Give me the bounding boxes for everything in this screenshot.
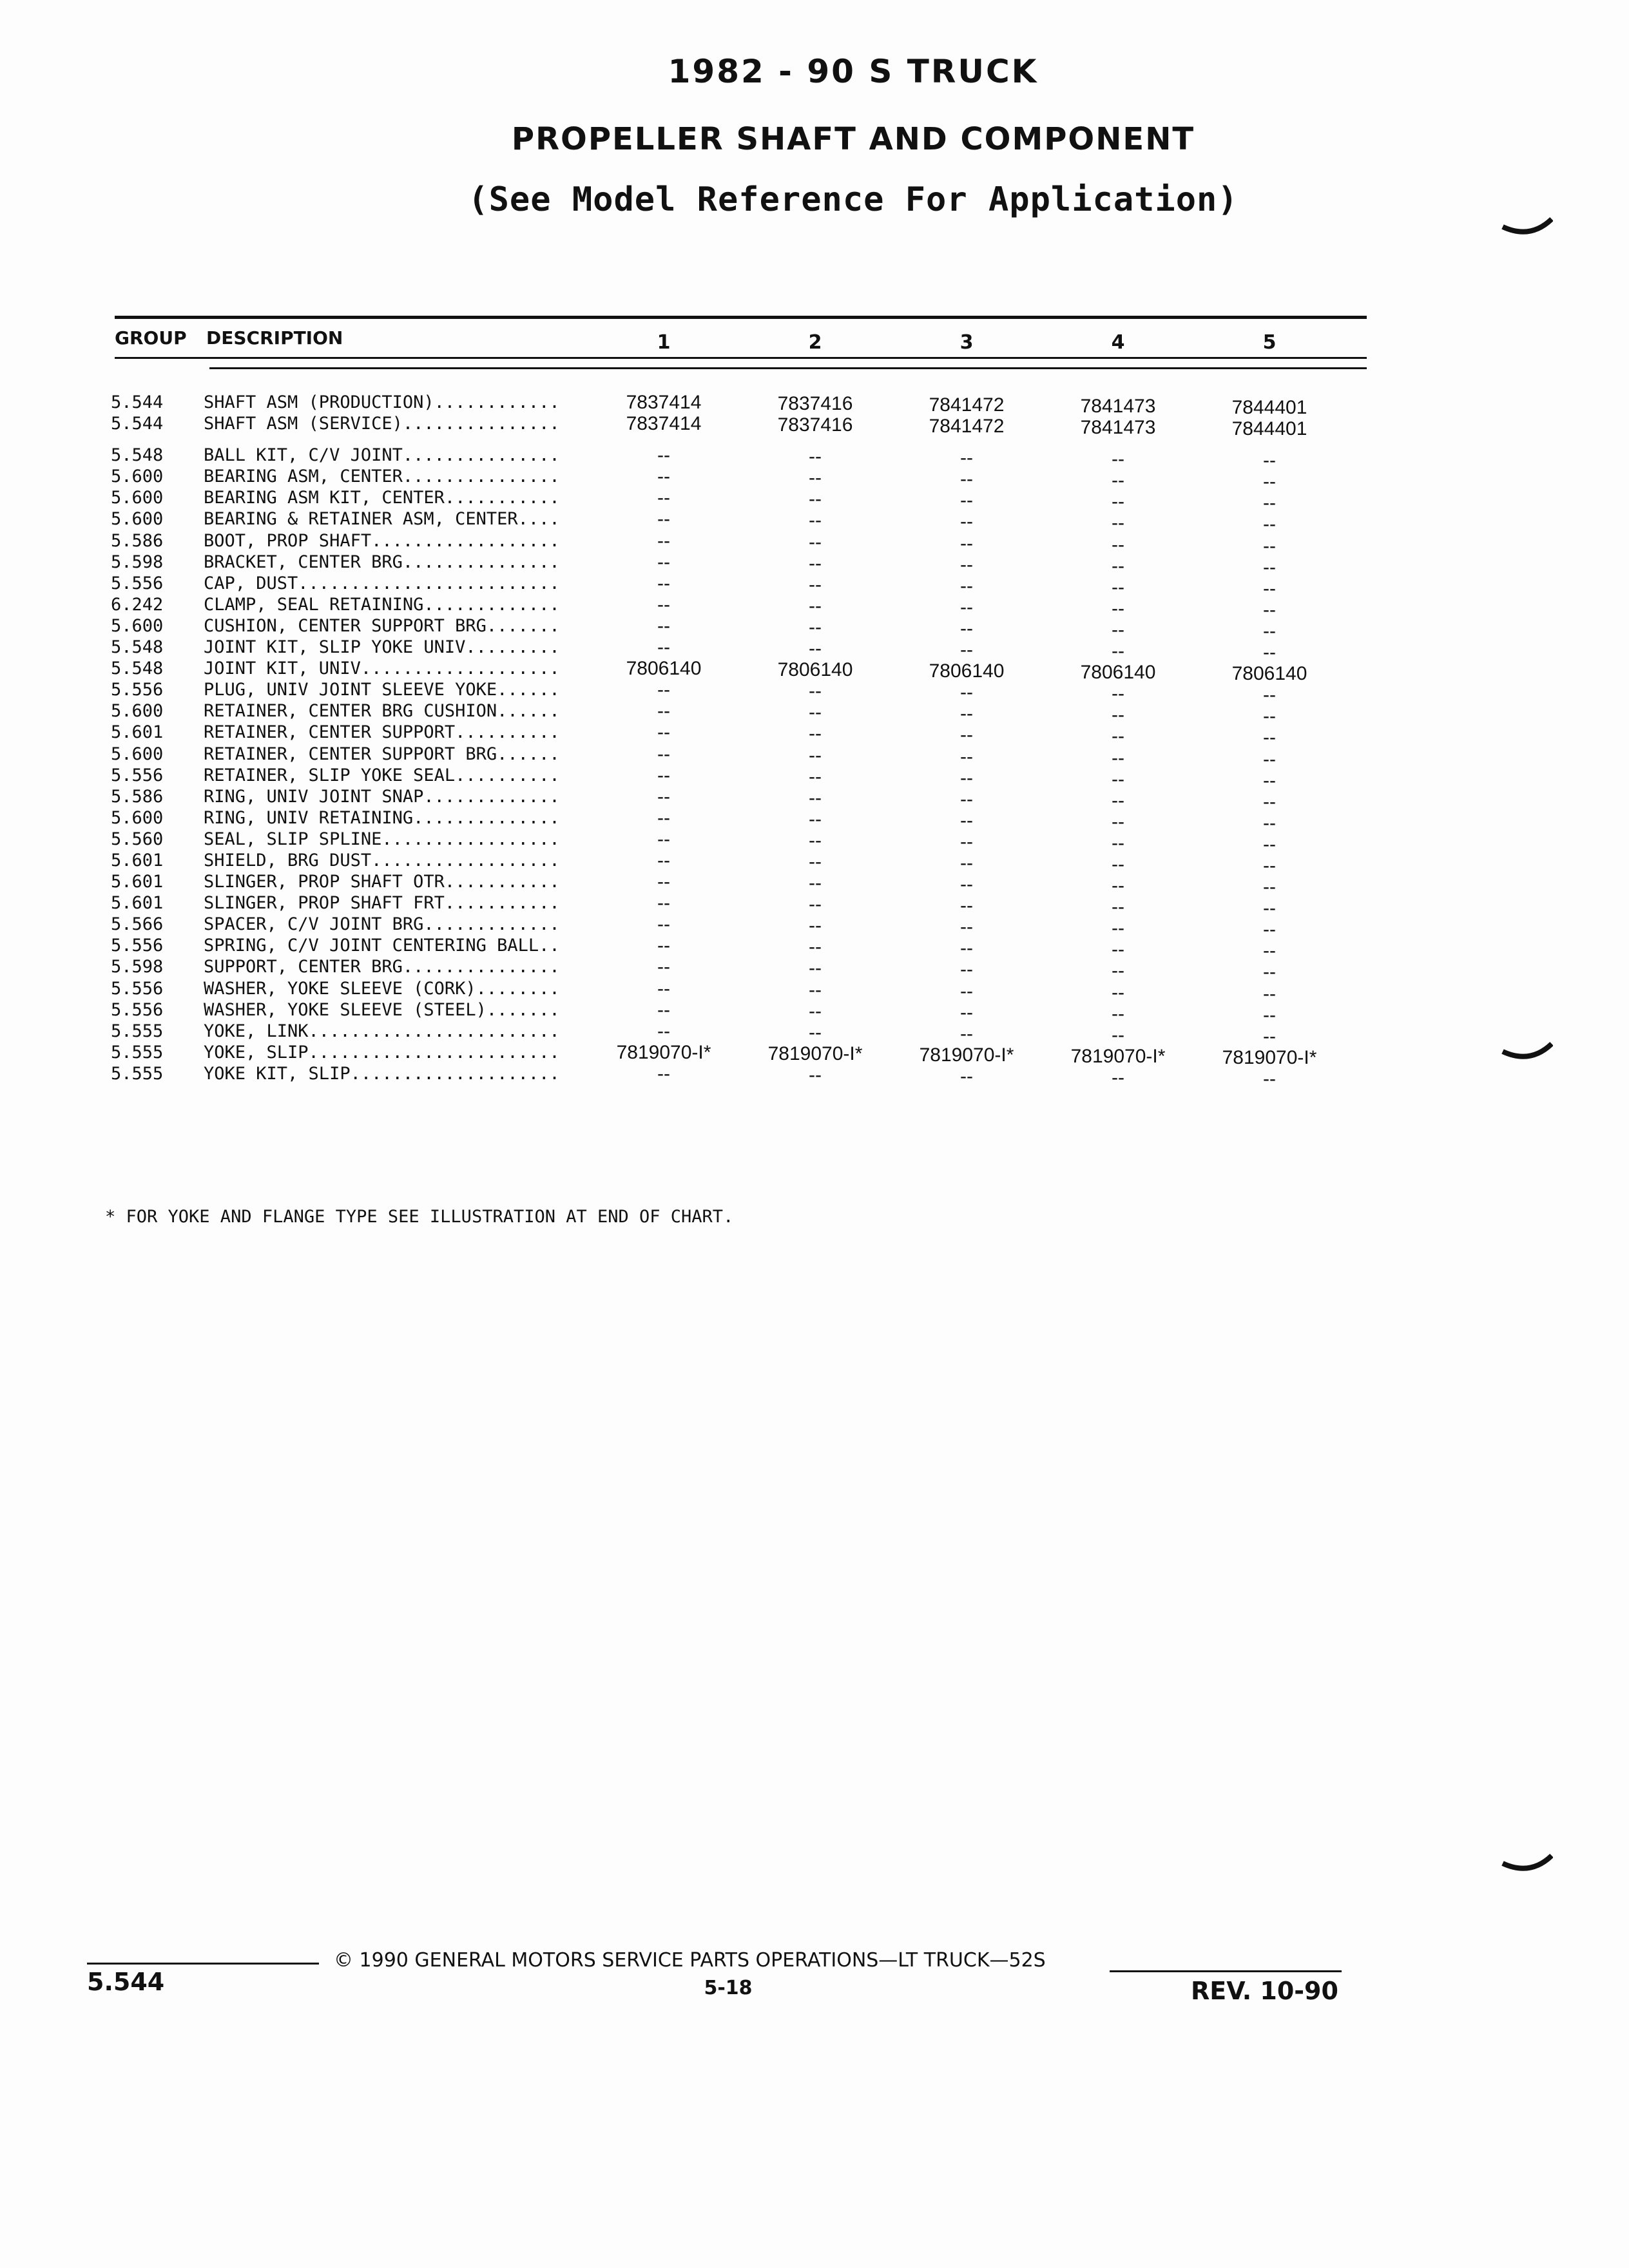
table-row xyxy=(0,743,1629,770)
row-part-number-col-5: -- xyxy=(1263,450,1276,472)
row-part-number-col-5: 7844401 xyxy=(1231,397,1307,418)
row-part-number-col-5: -- xyxy=(1263,940,1276,962)
row-part-number-col-2: -- xyxy=(809,829,822,851)
table-row xyxy=(0,508,1629,535)
row-description: YOKE KIT, SLIP.................... xyxy=(204,1063,560,1084)
row-part-number-col-4: -- xyxy=(1112,533,1124,555)
row-description: WASHER, YOKE SLEEVE (CORK)........ xyxy=(204,978,560,999)
row-part-number-col-1: -- xyxy=(657,956,670,978)
row-description: RETAINER, SLIP YOKE SEAL.......... xyxy=(204,765,560,785)
row-part-number-col-5: -- xyxy=(1263,1004,1276,1026)
row-group-code: 5.544 xyxy=(111,414,164,434)
row-part-number-col-2: -- xyxy=(809,787,822,809)
row-part-number-col-5: -- xyxy=(1263,769,1276,791)
row-group-code: 5.555 xyxy=(111,1042,164,1062)
row-part-number-col-4: -- xyxy=(1112,597,1124,619)
row-part-number-col-1: -- xyxy=(657,637,670,658)
row-description: RETAINER, CENTER SUPPORT BRG...... xyxy=(204,744,560,764)
row-group-code: 5.600 xyxy=(111,744,164,764)
row-group-code: 5.544 xyxy=(111,392,164,412)
row-description: SHAFT ASM (PRODUCTION)............ xyxy=(204,392,560,412)
row-part-number-col-2: -- xyxy=(809,765,822,787)
row-part-number-col-3: -- xyxy=(960,511,973,533)
row-group-code: 5.600 xyxy=(111,615,164,636)
table-header-rule-lower xyxy=(209,367,1367,369)
row-group-code: 6.242 xyxy=(111,594,164,615)
row-part-number-col-2: -- xyxy=(809,552,822,574)
row-group-code: 5.548 xyxy=(111,445,164,466)
row-part-number-col-3: -- xyxy=(960,745,973,767)
row-description: SPRING, C/V JOINT CENTERING BALL.. xyxy=(204,936,560,956)
row-part-number-col-2: -- xyxy=(809,1064,822,1086)
row-part-number-col-1: -- xyxy=(657,572,670,594)
row-part-number-col-3: -- xyxy=(960,1001,973,1023)
column-header-2: 2 xyxy=(808,331,822,354)
row-part-number-col-4: -- xyxy=(1112,555,1124,577)
row-part-number-col-5: -- xyxy=(1263,620,1276,642)
row-part-number-col-5: -- xyxy=(1263,898,1276,919)
row-part-number-col-5: -- xyxy=(1263,727,1276,749)
table-row xyxy=(0,700,1629,727)
row-part-number-col-3: -- xyxy=(960,1065,973,1087)
row-part-number-col-1: -- xyxy=(657,1062,670,1084)
row-part-number-col-5: -- xyxy=(1263,642,1276,664)
row-description: YOKE, LINK........................ xyxy=(204,1021,560,1041)
row-part-number-col-1: -- xyxy=(657,1020,670,1042)
row-group-code: 5.566 xyxy=(111,914,164,935)
row-part-number-col-3: -- xyxy=(960,532,973,554)
row-part-number-col-5: 7806140 xyxy=(1231,663,1307,685)
row-part-number-col-1: -- xyxy=(657,445,670,466)
column-header-description: DESCRIPTION xyxy=(206,327,343,349)
page-subtitle: PROPELLER SHAFT AND COMPONENT xyxy=(511,121,1195,157)
table-row xyxy=(0,572,1629,599)
table-row xyxy=(0,413,1629,440)
row-description: BEARING ASM, CENTER............... xyxy=(204,466,560,487)
row-part-number-col-2: 7837416 xyxy=(777,414,853,436)
row-part-number-col-4: -- xyxy=(1112,747,1124,769)
row-part-number-col-4: -- xyxy=(1112,576,1124,598)
table-row xyxy=(0,956,1629,983)
binder-mark-icon xyxy=(1501,213,1553,238)
row-group-code: 5.598 xyxy=(111,957,164,977)
row-part-number-col-4: 7806140 xyxy=(1080,662,1156,684)
table-row xyxy=(0,530,1629,557)
row-part-number-col-4: 7841473 xyxy=(1080,417,1156,439)
row-part-number-col-4: -- xyxy=(1112,811,1124,832)
application-note: (See Model Reference For Application) xyxy=(468,180,1239,219)
table-row xyxy=(0,828,1629,855)
column-header-1: 1 xyxy=(657,331,671,354)
row-part-number-col-1: -- xyxy=(657,764,670,786)
row-part-number-col-2: -- xyxy=(809,488,822,510)
table-row xyxy=(0,445,1629,472)
row-description: WASHER, YOKE SLEEVE (STEEL)....... xyxy=(204,999,560,1020)
row-part-number-col-3: -- xyxy=(960,468,973,490)
row-group-code: 5.601 xyxy=(111,722,164,743)
row-part-number-col-4: -- xyxy=(1112,875,1124,897)
row-part-number-col-4: -- xyxy=(1112,789,1124,811)
page-title: 1982 - 90 S TRUCK xyxy=(668,53,1039,90)
table-row xyxy=(0,977,1629,1004)
row-part-number-col-2: -- xyxy=(809,744,822,766)
column-header-5: 5 xyxy=(1262,331,1277,354)
row-part-number-col-4: -- xyxy=(1112,512,1124,534)
row-description: BRACKET, CENTER BRG............... xyxy=(204,552,560,572)
row-description: SLINGER, PROP SHAFT OTR........... xyxy=(204,872,560,892)
row-part-number-col-4: -- xyxy=(1112,726,1124,747)
row-part-number-col-2: -- xyxy=(809,872,822,894)
binder-mark-icon xyxy=(1501,1849,1553,1875)
row-part-number-col-1: -- xyxy=(657,487,670,509)
row-part-number-col-4: -- xyxy=(1112,939,1124,961)
row-part-number-col-3: -- xyxy=(960,553,973,575)
row-part-number-col-5: -- xyxy=(1263,748,1276,770)
row-part-number-col-1: -- xyxy=(657,722,670,744)
table-row xyxy=(0,871,1629,898)
row-part-number-col-1: -- xyxy=(657,785,670,807)
row-part-number-col-5: -- xyxy=(1263,876,1276,898)
row-part-number-col-3: -- xyxy=(960,703,973,725)
row-part-number-col-2: 7837416 xyxy=(777,393,853,414)
row-part-number-col-1: -- xyxy=(657,551,670,573)
row-group-code: 5.548 xyxy=(111,658,164,679)
footer-rule-left xyxy=(87,1963,319,1965)
table-row xyxy=(0,593,1629,620)
row-part-number-col-1: -- xyxy=(657,593,670,615)
row-group-code: 5.556 xyxy=(111,999,164,1020)
row-part-number-col-2: -- xyxy=(809,936,822,958)
row-part-number-col-1: -- xyxy=(657,828,670,850)
table-row xyxy=(0,764,1629,791)
row-part-number-col-4: -- xyxy=(1112,832,1124,854)
row-part-number-col-2: -- xyxy=(809,915,822,937)
table-row xyxy=(0,849,1629,876)
row-part-number-col-1: -- xyxy=(657,999,670,1021)
row-part-number-col-5: -- xyxy=(1263,471,1276,493)
row-part-number-col-5: -- xyxy=(1263,514,1276,535)
row-part-number-col-2: -- xyxy=(809,446,822,468)
row-part-number-col-1: -- xyxy=(657,892,670,914)
row-part-number-col-5: -- xyxy=(1263,919,1276,941)
row-part-number-col-2: -- xyxy=(809,616,822,638)
table-row xyxy=(0,487,1629,514)
row-part-number-col-3: -- xyxy=(960,852,973,874)
row-part-number-col-5: -- xyxy=(1263,791,1276,812)
row-part-number-col-5: -- xyxy=(1263,854,1276,876)
row-part-number-col-2: -- xyxy=(809,531,822,553)
row-part-number-col-4: 7819070-I* xyxy=(1070,1045,1166,1067)
row-part-number-col-4: -- xyxy=(1112,619,1124,640)
column-header-4: 4 xyxy=(1111,331,1125,354)
row-description: JOINT KIT, UNIV................... xyxy=(204,658,560,679)
row-group-code: 5.600 xyxy=(111,807,164,828)
row-description: BOOT, PROP SHAFT.................. xyxy=(204,530,560,551)
row-part-number-col-2: -- xyxy=(809,979,822,1001)
table-top-rule xyxy=(115,316,1367,319)
row-description: CAP, DUST......................... xyxy=(204,573,560,593)
row-description: BEARING & RETAINER ASM, CENTER.... xyxy=(204,509,560,530)
row-part-number-col-5: -- xyxy=(1263,1068,1276,1090)
row-part-number-col-2: -- xyxy=(809,702,822,724)
row-part-number-col-4: 7841473 xyxy=(1080,396,1156,417)
column-header-3: 3 xyxy=(959,331,974,354)
row-part-number-col-3: 7819070-I* xyxy=(919,1044,1014,1066)
row-part-number-col-4: -- xyxy=(1112,1003,1124,1024)
row-description: SEAL, SLIP SPLINE................. xyxy=(204,829,560,849)
row-part-number-col-5: -- xyxy=(1263,535,1276,557)
row-part-number-col-1: -- xyxy=(657,935,670,957)
table-row xyxy=(0,392,1629,418)
row-part-number-col-3: 7841472 xyxy=(929,394,1005,416)
row-part-number-col-1: -- xyxy=(657,977,670,999)
table-row xyxy=(0,722,1629,749)
row-part-number-col-4: -- xyxy=(1112,1024,1124,1046)
row-part-number-col-2: -- xyxy=(809,638,822,660)
row-description: BALL KIT, C/V JOINT............... xyxy=(204,445,560,466)
row-group-code: 5.556 xyxy=(111,680,164,700)
table-row xyxy=(0,1062,1629,1090)
column-header-group: GROUP xyxy=(115,327,187,349)
row-part-number-col-4: -- xyxy=(1112,768,1124,790)
row-group-code: 5.555 xyxy=(111,1063,164,1084)
row-part-number-col-4: -- xyxy=(1112,683,1124,705)
row-part-number-col-5: -- xyxy=(1263,577,1276,599)
row-part-number-col-5: 7844401 xyxy=(1231,418,1307,440)
row-part-number-col-1: 7819070-I* xyxy=(616,1041,711,1063)
row-part-number-col-1: -- xyxy=(657,914,670,936)
row-part-number-col-2: -- xyxy=(809,1000,822,1022)
row-part-number-col-3: -- xyxy=(960,788,973,810)
row-part-number-col-1: -- xyxy=(657,871,670,893)
row-part-number-col-2: -- xyxy=(809,680,822,702)
row-part-number-col-3: -- xyxy=(960,639,973,661)
row-part-number-col-3: -- xyxy=(960,874,973,896)
row-part-number-col-3: -- xyxy=(960,767,973,789)
row-part-number-col-1: -- xyxy=(657,508,670,530)
row-part-number-col-4: -- xyxy=(1112,1066,1124,1088)
row-part-number-col-2: -- xyxy=(809,850,822,872)
row-part-number-col-5: -- xyxy=(1263,983,1276,1004)
row-group-code: 5.548 xyxy=(111,637,164,658)
row-part-number-col-5: -- xyxy=(1263,556,1276,578)
row-part-number-col-3: -- xyxy=(960,617,973,639)
row-group-code: 5.600 xyxy=(111,466,164,487)
row-part-number-col-4: -- xyxy=(1112,448,1124,470)
row-group-code: 5.556 xyxy=(111,765,164,785)
row-group-code: 5.600 xyxy=(111,488,164,508)
row-part-number-col-1: -- xyxy=(657,743,670,765)
row-part-number-col-4: -- xyxy=(1112,704,1124,726)
row-part-number-col-1: -- xyxy=(657,466,670,488)
row-description: SHIELD, BRG DUST.................. xyxy=(204,850,560,870)
row-part-number-col-1: -- xyxy=(657,700,670,722)
table-row xyxy=(0,551,1629,578)
row-description: SPACER, C/V JOINT BRG............. xyxy=(204,914,560,935)
binder-mark-icon xyxy=(1501,1037,1553,1063)
row-part-number-col-3: -- xyxy=(960,575,973,597)
row-part-number-col-3: -- xyxy=(960,937,973,959)
row-part-number-col-2: -- xyxy=(809,573,822,595)
table-row xyxy=(0,1020,1629,1047)
row-description: SHAFT ASM (SERVICE)............... xyxy=(204,414,560,434)
row-part-number-col-3: -- xyxy=(960,809,973,831)
row-part-number-col-2: -- xyxy=(809,957,822,979)
row-part-number-col-4: -- xyxy=(1112,640,1124,662)
row-group-code: 5.556 xyxy=(111,936,164,956)
row-group-code: 5.598 xyxy=(111,552,164,572)
footnote: * FOR YOKE AND FLANGE TYPE SEE ILLUSTRATION AT END OF CHART. xyxy=(105,1207,734,1227)
row-group-code: 5.555 xyxy=(111,1021,164,1041)
row-part-number-col-5: -- xyxy=(1263,599,1276,620)
row-part-number-col-3: -- xyxy=(960,959,973,981)
row-group-code: 5.586 xyxy=(111,530,164,551)
table-row xyxy=(0,999,1629,1026)
parts-table-body xyxy=(0,392,1629,1090)
row-description: JOINT KIT, SLIP YOKE UNIV......... xyxy=(204,637,560,658)
row-description: SUPPORT, CENTER BRG............... xyxy=(204,957,560,977)
row-group-code: 5.600 xyxy=(111,701,164,722)
row-part-number-col-3: -- xyxy=(960,1023,973,1044)
row-description: CUSHION, CENTER SUPPORT BRG....... xyxy=(204,615,560,636)
row-part-number-col-2: -- xyxy=(809,510,822,532)
row-part-number-col-2: -- xyxy=(809,723,822,745)
row-part-number-col-3: -- xyxy=(960,596,973,618)
row-part-number-col-5: 7819070-I* xyxy=(1222,1046,1317,1068)
table-row xyxy=(0,637,1629,664)
row-part-number-col-3: -- xyxy=(960,916,973,938)
row-part-number-col-1: -- xyxy=(657,615,670,637)
table-row xyxy=(0,658,1629,685)
row-group-code: 5.556 xyxy=(111,978,164,999)
table-row xyxy=(0,1041,1629,1068)
row-group-code: 5.600 xyxy=(111,509,164,530)
row-description: PLUG, UNIV JOINT SLEEVE YOKE...... xyxy=(204,680,560,700)
row-part-number-col-5: -- xyxy=(1263,961,1276,983)
row-part-number-col-5: -- xyxy=(1263,1025,1276,1047)
row-part-number-col-3: -- xyxy=(960,980,973,1002)
row-part-number-col-3: -- xyxy=(960,447,973,469)
row-description: SLINGER, PROP SHAFT FRT........... xyxy=(204,893,560,914)
row-part-number-col-1: -- xyxy=(657,807,670,829)
row-part-number-col-3: -- xyxy=(960,895,973,917)
row-part-number-col-3: -- xyxy=(960,831,973,852)
row-part-number-col-5: -- xyxy=(1263,684,1276,706)
row-group-code: 5.601 xyxy=(111,893,164,914)
row-part-number-col-2: 7806140 xyxy=(777,659,853,681)
footer-rule-right xyxy=(1110,1970,1342,1972)
row-part-number-col-1: -- xyxy=(657,679,670,701)
table-row xyxy=(0,679,1629,706)
row-part-number-col-2: -- xyxy=(809,595,822,617)
footer-copyright: © 1990 GENERAL MOTORS SERVICE PARTS OPERATIONS—LT TRUCK—52S xyxy=(334,1949,1046,1972)
row-part-number-col-3: -- xyxy=(960,682,973,704)
row-part-number-col-2: -- xyxy=(809,467,822,489)
row-part-number-col-2: -- xyxy=(809,808,822,830)
footer-revision: REV. 10-90 xyxy=(1191,1977,1338,2005)
table-row xyxy=(0,892,1629,919)
row-part-number-col-1: -- xyxy=(657,530,670,552)
row-part-number-col-2: -- xyxy=(809,894,822,916)
row-description: RETAINER, CENTER BRG CUSHION...... xyxy=(204,701,560,722)
row-description: RETAINER, CENTER SUPPORT.......... xyxy=(204,722,560,743)
row-part-number-col-4: -- xyxy=(1112,960,1124,982)
row-group-code: 5.556 xyxy=(111,573,164,593)
row-part-number-col-3: 7841472 xyxy=(929,416,1005,437)
row-part-number-col-5: -- xyxy=(1263,706,1276,727)
footer-section-code: 5.544 xyxy=(87,1968,165,1996)
row-description: RING, UNIV JOINT SNAP............. xyxy=(204,786,560,807)
row-part-number-col-3: 7806140 xyxy=(929,660,1005,682)
footer-page-number: 5-18 xyxy=(704,1977,753,1999)
row-part-number-col-1: 7837414 xyxy=(626,413,702,435)
row-group-code: 5.601 xyxy=(111,850,164,870)
row-part-number-col-5: -- xyxy=(1263,492,1276,514)
table-row xyxy=(0,785,1629,812)
row-part-number-col-2: -- xyxy=(809,1021,822,1043)
row-group-code: 5.601 xyxy=(111,872,164,892)
table-row xyxy=(0,466,1629,493)
table-row xyxy=(0,615,1629,642)
row-description: CLAMP, SEAL RETAINING............. xyxy=(204,594,560,615)
row-group-code: 5.586 xyxy=(111,786,164,807)
table-row xyxy=(0,914,1629,941)
row-part-number-col-1: -- xyxy=(657,849,670,871)
table-row xyxy=(0,935,1629,962)
row-part-number-col-4: -- xyxy=(1112,981,1124,1003)
row-part-number-col-4: -- xyxy=(1112,470,1124,492)
row-part-number-col-4: -- xyxy=(1112,853,1124,875)
row-description: YOKE, SLIP........................ xyxy=(204,1042,560,1062)
row-part-number-col-2: 7819070-I* xyxy=(767,1043,863,1064)
row-part-number-col-4: -- xyxy=(1112,918,1124,939)
row-description: RING, UNIV RETAINING.............. xyxy=(204,807,560,828)
row-part-number-col-1: 7837414 xyxy=(626,392,702,413)
row-part-number-col-4: -- xyxy=(1112,896,1124,918)
table-row xyxy=(0,807,1629,834)
row-part-number-col-3: -- xyxy=(960,724,973,746)
row-part-number-col-3: -- xyxy=(960,490,973,512)
row-part-number-col-5: -- xyxy=(1263,833,1276,855)
row-group-code: 5.560 xyxy=(111,829,164,849)
row-part-number-col-1: 7806140 xyxy=(626,658,702,680)
table-header-rule xyxy=(115,357,1367,359)
row-part-number-col-5: -- xyxy=(1263,812,1276,834)
row-description: BEARING ASM KIT, CENTER........... xyxy=(204,488,560,508)
row-part-number-col-4: -- xyxy=(1112,491,1124,513)
